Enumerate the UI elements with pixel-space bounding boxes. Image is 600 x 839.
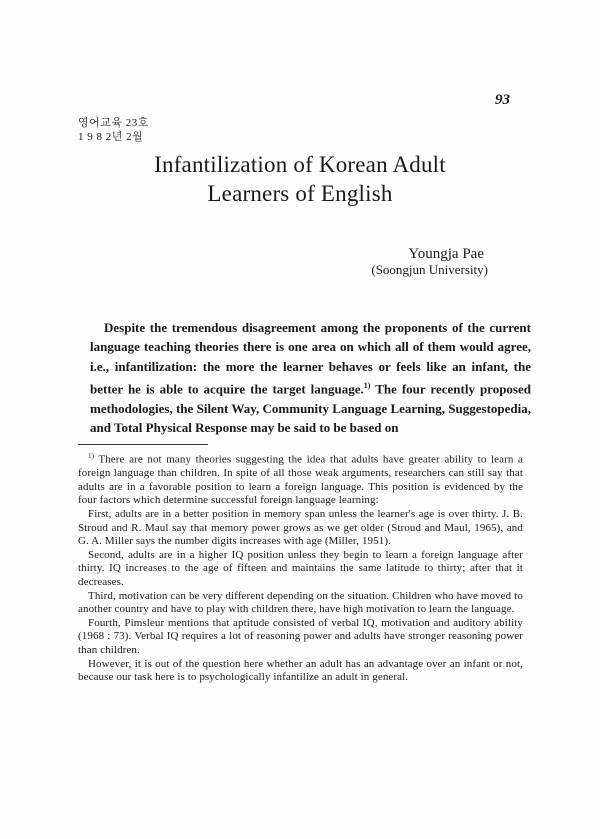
article-title bbox=[0, 150, 600, 208]
body-text-part-2: The four recently proposed methodologies, the Silent Way, Community Language Learning, Suggestopedia, and Total Physical Response may be said to be based on bbox=[90, 381, 531, 435]
body-text-part-1: Despite the tremendous disagreement among the proponents of the current language teaching theories there is one area on which all of them would agree, i.e., infantilization: the more the learner behaves or feels like an infant, the better he is able to acquire the target language. bbox=[90, 320, 531, 397]
footnote-first: First, adults are in a better position in memory span unless the learner's age is over thirty. J. B. Stroud and R. Maul say that memory power grows as we get older (Stroud and Maul, 1965), and G. A. Miller says the number digits increases with age (Miller, 1951). bbox=[78, 508, 523, 548]
author-name: Youngja Pae bbox=[408, 246, 484, 262]
footnote-fourth: Fourth, Pimsleur mentions that aptitude consisted of verbal IQ, motivation and auditory ability (1968 : 73). Verbal IQ requires a lot of reasoning power and adults have stronger reasoning power than children. bbox=[78, 616, 523, 656]
journal-date: 1 9 8 2년 2월 bbox=[78, 131, 144, 143]
title-line-1: Infantilization of Korean Adult bbox=[154, 152, 446, 177]
footnote-third: Third, motivation can be very different depending on the situation. Children who have moved to another country and have to play with children there, have high motivation to learn the language. bbox=[78, 589, 523, 616]
footnote-divider bbox=[78, 444, 208, 445]
footnote-reference: 1) bbox=[363, 380, 371, 390]
author-affiliation: (Soongjun University) bbox=[371, 262, 488, 277]
journal-issue: 영어교육 23호 bbox=[78, 117, 149, 129]
footnote-marker: 1) bbox=[88, 452, 95, 460]
footnote-second: Second, adults are in a higher IQ position unless they begin to learn a foreign language after thirty. IQ increases to the age of fifteen and maintains the same latitude to thirty; after that it decreases. bbox=[78, 548, 523, 588]
footnote-intro-text: There are not many theories suggesting the idea that adults have greater ability to learn a foreign language than children. In spite of all those weak arguments, researchers can still say that adults are in a favorable position to learn a foreign language. This position is evidenced by the four factors which determine successful foreign language learning: bbox=[78, 453, 523, 507]
title-line-2: Learners of English bbox=[207, 181, 393, 206]
footnote-intro bbox=[78, 450, 523, 508]
body-paragraph bbox=[90, 318, 531, 437]
body-text bbox=[90, 318, 531, 437]
page-number: 93 bbox=[495, 92, 510, 108]
journal-info bbox=[78, 116, 149, 144]
footnote-however: However, it is out of the question here whether an adult has an advantage over an infant or not, because our task here is to psychologically infantilize an adult in general. bbox=[78, 657, 523, 684]
footnotes bbox=[78, 450, 523, 685]
